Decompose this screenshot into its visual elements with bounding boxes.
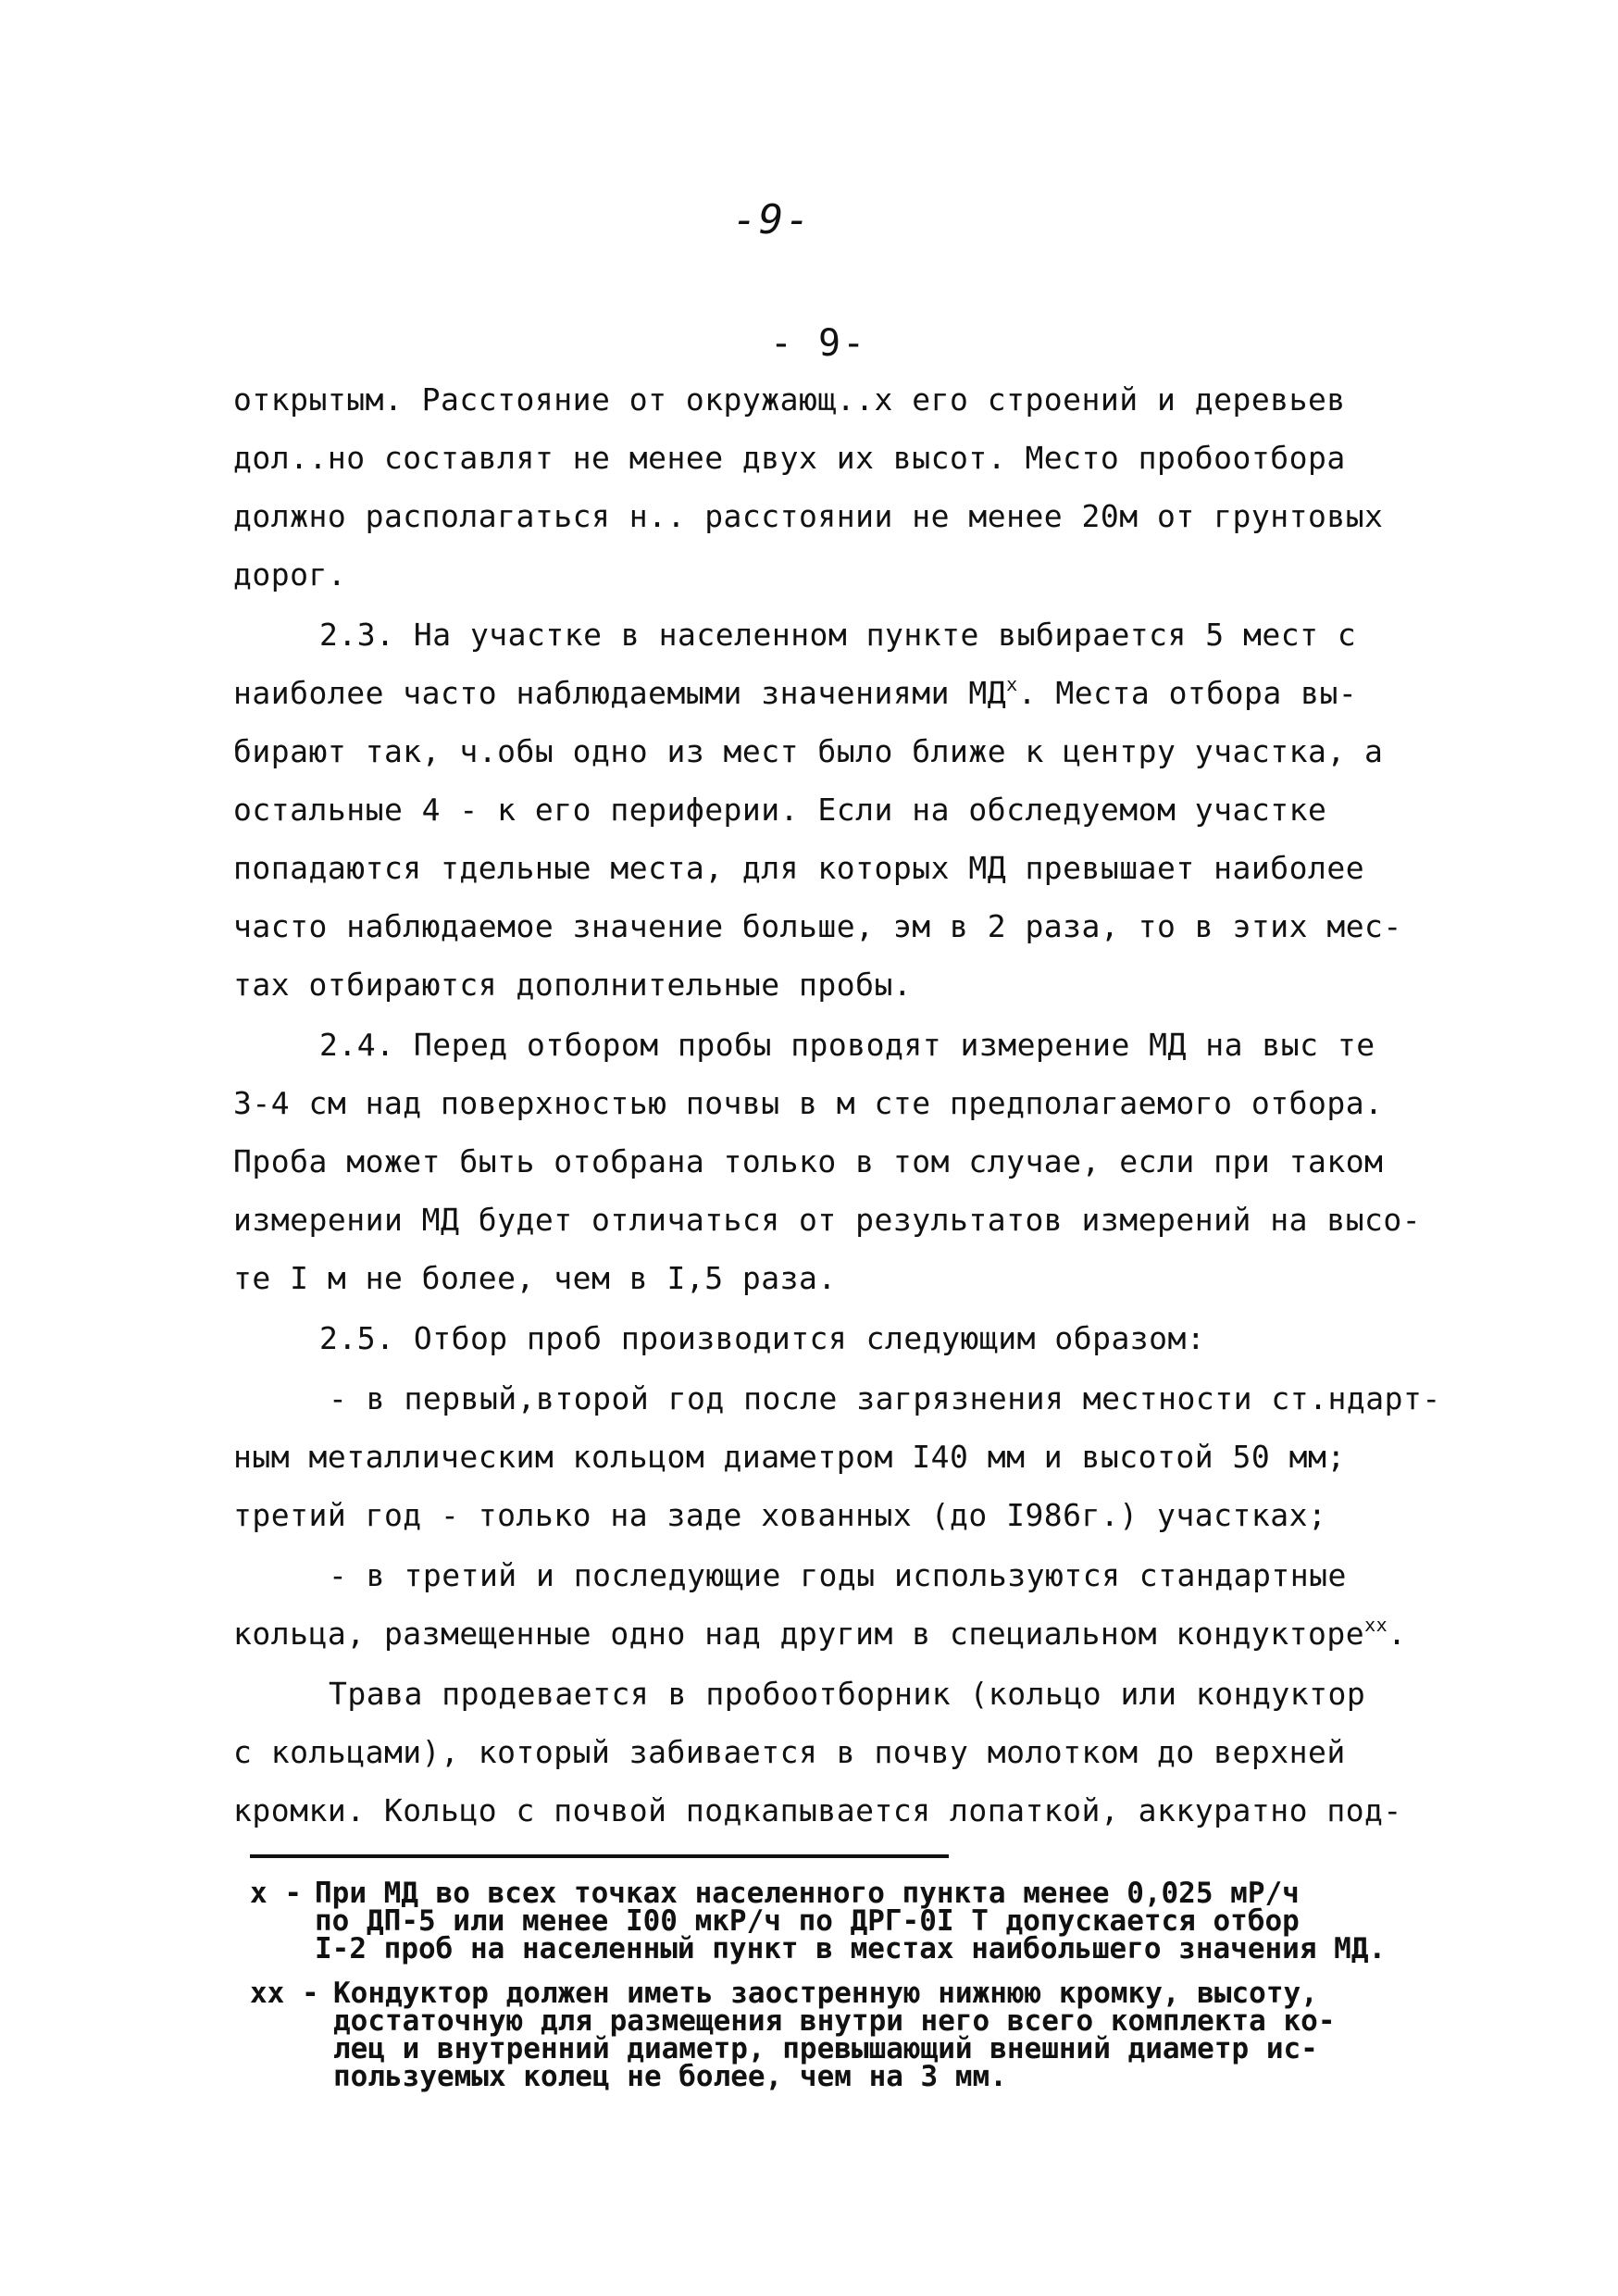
footnote-marker: xx - <box>250 1977 319 2010</box>
text-line: бирают так, ч.обы одно из мест было ближе к центру участка, а <box>233 733 1384 769</box>
footnote-marker: x - <box>250 1877 302 1910</box>
text-line: кромки. Кольцо с почвой подкапывается лопаткой, аккуратно под- <box>233 1792 1402 1828</box>
footnote-line: по ДП-5 или менее I00 мкР/ч по ДРГ-0I Т допускается отбор <box>315 1904 1300 1938</box>
text-line: те I м не более, чем в I,5 раза. <box>233 1260 837 1296</box>
text-line: открытым. Расстояние от окружающ..х его строений и деревьев <box>233 381 1346 418</box>
footnote-ref-x: x <box>1006 673 1018 695</box>
page-number-handwritten: -9- <box>732 196 812 243</box>
footnote-line: лец и внутренний диаметр, превышающий внешний диаметр ис- <box>333 2032 1318 2065</box>
text-line: остальные 4 - к его периферии. Если на обследуемом участке <box>233 792 1327 828</box>
text-line: 2.3. На участке в населенном пункте выбирается 5 мест с <box>319 617 1357 653</box>
footnote-line: I-2 проб на населенный пункт в местах наибольшего значения МД. <box>315 1932 1387 1965</box>
footnote-ref-xx: xx <box>1364 1614 1388 1636</box>
text-line: кольца, размещенные одно над другим в специальном кондукторе$^{xx}$. <box>233 1614 1407 1652</box>
text-line: Проба может быть отобрана только в том случае, если при таком <box>233 1143 1384 1179</box>
footnote-line: достаточную для размещения внутри него всего комплекта ко- <box>333 2004 1336 2038</box>
footnote-line: При МД во всех точках населенного пункта менее 0,025 мР/ч <box>315 1877 1300 1910</box>
text-line: дол..но составлят не менее двух их высот. Место пробоотбора <box>233 440 1346 476</box>
footnote-line: пользуемых колец не более, чем на 3 мм. <box>333 2060 1007 2093</box>
text-line: с кольцами), который забивается в почву молотком до верхней <box>233 1734 1346 1770</box>
text-line: - в первый,второй год после загрязнения местности ст.ндарт- <box>329 1380 1441 1416</box>
text-line: третий год - только на заде хованных (до I986г.) участках; <box>233 1497 1327 1533</box>
text-line: 3-4 см над поверхностью почвы в м сте предполагаемого отбора. <box>233 1085 1384 1121</box>
text-line: дорог. <box>233 556 347 593</box>
text-line: должно располагаться н.. расстоянии не менее 20м от грунтовых <box>233 498 1384 534</box>
text-line: 2.5. Отбор проб производится следующим образом: <box>319 1320 1206 1356</box>
text-line: попадаются тдельные места, для которых МД превышает наиболее <box>233 850 1365 886</box>
text-line: измерении МД будет отличаться от результатов измерений на высо- <box>233 1202 1422 1238</box>
text-line: - в третий и последующие годы используются стандартные <box>329 1557 1347 1593</box>
text-line: часто наблюдаемое значение больше, эм в 2 раза, то в этих мес- <box>233 908 1402 944</box>
text-line: тах отбираются дополнительные пробы. <box>233 967 913 1003</box>
text-line: 2.4. Перед отбором пробы проводят измерение МД на выс те <box>319 1027 1375 1063</box>
text-line: Трава продевается в пробоотборник (кольцо или кондуктор <box>329 1676 1366 1712</box>
footnote-line: Кондуктор должен иметь заостренную нижнюю кромку, высоту, <box>333 1977 1318 2010</box>
footnote-separator <box>250 1854 949 1858</box>
page-number-typed: - 9- <box>769 322 867 365</box>
text-line: наиболее часто наблюдаемыми значениями $МД^x$. Места отбора вы- <box>233 673 1358 711</box>
text-line: ным металлическим кольцом диаметром I40 мм и высотой 50 мм; <box>233 1439 1346 1475</box>
